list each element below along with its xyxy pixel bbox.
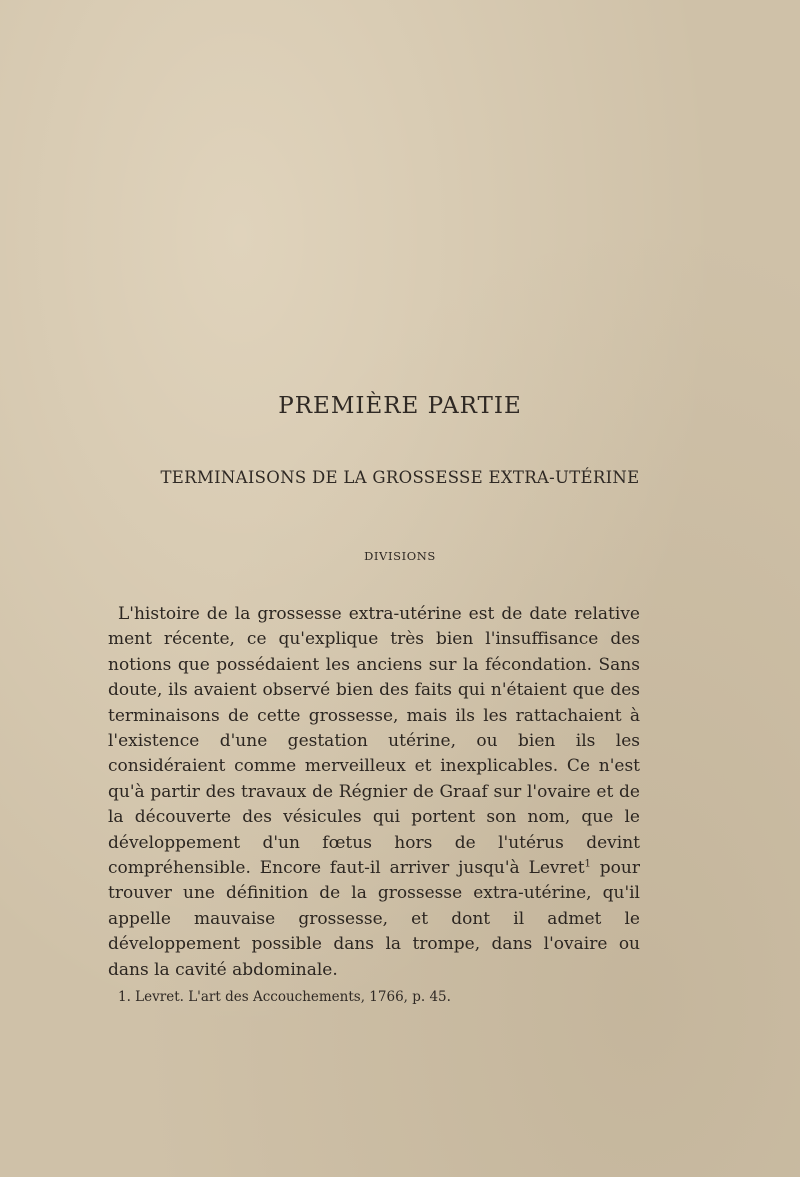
body-paragraph xyxy=(108,602,640,983)
paragraph-text-part-2: pour trouver une définition de la grossesse extra-utérine, qu'il appelle mauvaise grossesse, et dont il admet le développement possible dans la trompe, dans l'ovaire ou dans la cavité abdominale. xyxy=(108,858,640,980)
footnote: 1. Levret. L'art des Accouchements, 1766, p. 45. xyxy=(118,989,451,1005)
footnote-reference: 1 xyxy=(584,858,591,870)
section-title: TERMINAISONS DE LA GROSSESSE EXTRA-UTÉRINE xyxy=(160,468,640,487)
subsection-title: DIVISIONS xyxy=(364,549,436,563)
paragraph-text-part-1: L'histoire de la grossesse extra-utérine est de date relative ment récente, ce qu'explique très bien l'insuffisance des notions que possédaient les anciens sur la fécondation. Sans doute, ils avaient observé bien des faits qui n'étaient que des terminaisons de cette grossesse, mais ils les rattachaient à l'existence d'une gestation utérine, ou bien ils les considéraient comme merveilleux et inexplicables. Ce n'est qu'à partir des travaux de Régnier de Graaf sur l'ovaire et de la découverte des vésicules qui portent son nom, que le développement d'un fœtus hors de l'utérus devint compréhensible. Encore faut-il arriver jusqu'à Levret xyxy=(108,604,640,879)
part-title: PREMIÈRE PARTIE xyxy=(278,393,522,419)
paragraph-text xyxy=(108,602,640,983)
